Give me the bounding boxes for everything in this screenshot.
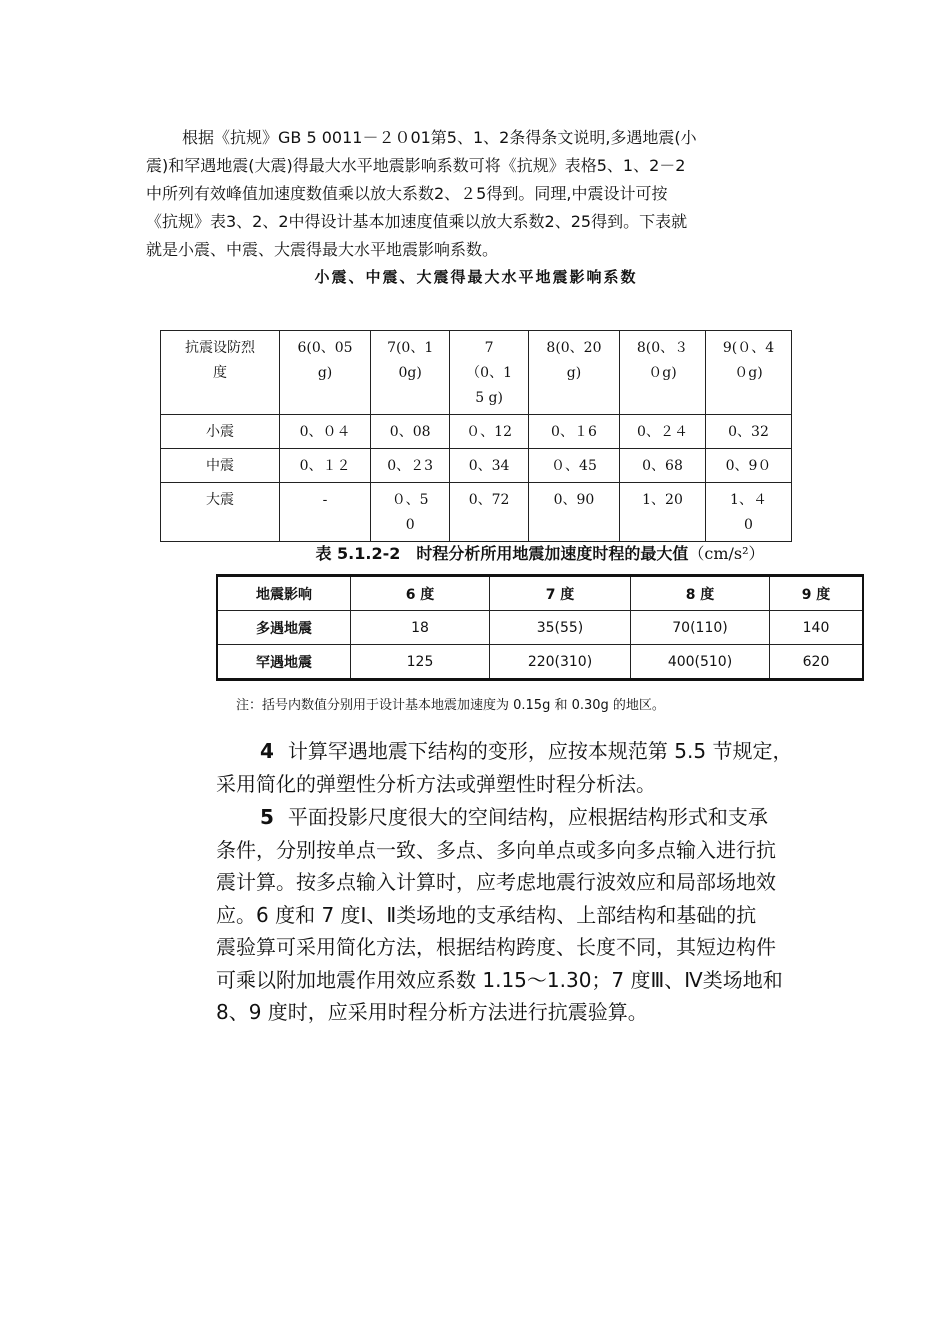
clause-line: 条件，分别按单点一致、多点、多向单点或多向多点输入进行抗 [216,837,776,862]
table1-header-cell: 8(0、20 g) [528,331,619,415]
table-cell: 0、１6 [528,415,619,449]
table-cell: 1、４ 0 [705,483,791,542]
table2-header-cell: 6 度 [351,576,490,611]
table-cell: 220(310) [490,645,631,680]
table-row [161,483,792,542]
table-cell: 1、20 [620,483,706,542]
table2-header-cell: 7 度 [490,576,631,611]
table-cell: 70(110) [631,611,770,645]
table2-note: 注：括号内数值分别用于设计基本地震加速度为 0.15g 和 0.30g 的地区。 [236,698,665,713]
clause-line [216,801,876,834]
table-row [161,449,792,483]
clause-text: 计算罕遇地震下结构的变形，应按本规范第 5.5 节规定， [287,739,793,763]
clause-line: 采用简化的弹塑性分析方法或弹塑性时程分析法。 [216,771,656,796]
table-cell: ０、12 [450,415,529,449]
table-cell: 0、72 [450,483,529,542]
table1-header-cell: 抗震设防烈 度 [161,331,280,415]
table-row [217,645,863,680]
table-cell: 35(55) [490,611,631,645]
table-cell: 0、32 [705,415,791,449]
table2-header-cell: 9 度 [770,576,864,611]
table2-title-text: 表 5.1.2-2 时程分析所用地震加速度时程的最大值 [315,544,689,563]
clause-line: 应。6 度和 7 度Ⅰ、Ⅱ类场地的支承结构、上部结构和基础的抗 [216,902,757,927]
table-cell: ０、45 [528,449,619,483]
intro-line: 就是小震、中震、大震得最大水平地震影响系数。 [146,240,499,259]
table-cell: 0、２3 [371,449,450,483]
clause-line: 8、9 度时，应采用时程分析方法进行抗震验算。 [216,1000,648,1024]
table-cell: 400(510) [631,645,770,680]
table-cell: 0、34 [450,449,529,483]
table2-header-cell: 8 度 [631,576,770,611]
table1-header-cell: 6(0、05 g) [280,331,371,415]
clause-number: 4 [260,739,274,763]
table2-header-cell: 地震影响 [217,576,351,611]
table1-header-cell: 8(0、３ ０g) [620,331,706,415]
intro-line: 中所列有效峰值加速度数值乘以放大系数2、２5得到。同理,中震设计可按 [146,184,668,203]
table-cell: 0、90 [528,483,619,542]
table-cell: 0、08 [371,415,450,449]
clause-number: 5 [260,805,274,829]
seismic-coefficient-table [160,330,792,542]
table-cell: 18 [351,611,490,645]
table-cell: 620 [770,645,864,680]
table1-header-cell: 7(0、1 0g) [371,331,450,415]
table1-header-row [161,331,792,415]
intro-line: 根据《抗规》GB 5 0011－２０01第5、1、2条得条文说明,多遇地震(小 [182,128,697,147]
table-cell: ０、5 0 [371,483,450,542]
row-label: 多遇地震 [217,611,351,645]
table-cell: 0、０４ [280,415,371,449]
table-cell: 0、１２ [280,449,371,483]
table-row [161,415,792,449]
acceleration-table [216,574,864,681]
clause-line [216,735,876,768]
clause-line: 可乘以附加地震作用效应系数 1.15～1.30；7 度Ⅲ、Ⅳ类场地和 [216,967,783,992]
intro-line: 震)和罕遇地震(大震)得最大水平地震影响系数可将《抗规》表格5、1、2－2 [146,156,686,175]
table2-header-row [217,576,863,611]
row-label: 中震 [161,449,280,483]
table-cell: 0、9０ [705,449,791,483]
clause-5 [216,801,876,1029]
row-label: 罕遇地震 [217,645,351,680]
table-cell: 125 [351,645,490,680]
table2-unit: （cm/s²） [688,544,765,563]
clause-4 [216,735,876,800]
table-cell: 0、２４ [620,415,706,449]
table1-header-cell: 9(０、4 ０g) [705,331,791,415]
table2-title [216,541,864,564]
table-row [217,611,863,645]
intro-line: 《抗规》表3、2、2中得设计基本加速度值乘以放大系数2、25得到。下表就 [146,212,688,231]
row-label: 小震 [161,415,280,449]
table1-title: 小震、中震、大震得最大水平地震影响系数 [314,268,638,286]
table-cell: 140 [770,611,864,645]
clause-line: 震验算可采用简化方法，根据结构跨度、长度不同，其短边构件 [216,935,776,959]
table-cell: 0、68 [620,449,706,483]
intro-paragraph [146,124,806,264]
table1-header-cell: 7 （0、1 5 g) [450,331,529,415]
clause-line: 震计算。按多点输入计算时，应考虑地震行波效应和局部场地效 [216,870,776,894]
clause-text: 平面投影尺度很大的空间结构，应根据结构形式和支承 [287,805,768,829]
table-cell: - [280,483,371,542]
row-label: 大震 [161,483,280,542]
